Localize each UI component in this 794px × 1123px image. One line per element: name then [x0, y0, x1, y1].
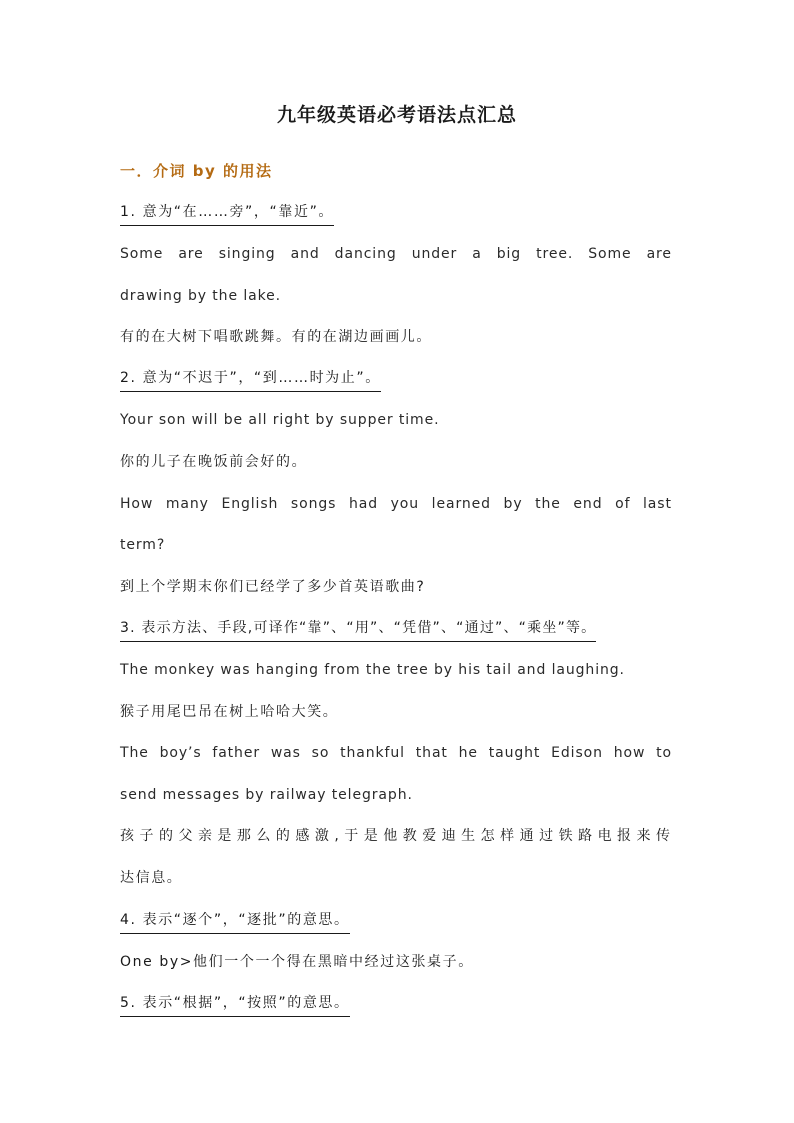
- point-heading-text: 1. 意为“在……旁”，“靠近”。: [120, 202, 334, 226]
- char: 传: [656, 828, 672, 844]
- word: to: [656, 745, 672, 761]
- example-4-zh: 猴子用尾巴吊在树上哈哈大笑。: [120, 704, 339, 720]
- point-heading-5: [120, 993, 350, 1017]
- char: 父: [178, 828, 195, 844]
- word: how: [613, 745, 646, 761]
- char: 电: [597, 828, 614, 844]
- word: taught: [488, 745, 541, 761]
- char: 激: [314, 828, 331, 844]
- char: 亲: [197, 828, 214, 844]
- example-2-en: Your son will be all right by supper time.: [120, 412, 440, 428]
- example-6: One by>他们一个一个得在黑暗中经过这张桌子。: [120, 954, 474, 970]
- char: 通: [519, 828, 536, 844]
- char: 过: [539, 828, 555, 844]
- char: 迪: [441, 828, 458, 844]
- char: 子: [139, 828, 156, 844]
- word: he: [458, 745, 478, 761]
- word: are: [646, 246, 672, 262]
- char: 报: [617, 828, 633, 844]
- example-2-zh: 你的儿子在晚饭前会好的。: [120, 454, 308, 470]
- point-heading-text: 5. 表示“根据”，“按照”的意思。: [120, 993, 350, 1017]
- word: the: [535, 496, 561, 512]
- word: so: [311, 745, 330, 761]
- word: had: [348, 496, 378, 512]
- char: 教: [402, 828, 419, 844]
- char: 来: [636, 828, 653, 844]
- point-heading-text: 4. 表示“逐个”，“逐批”的意思。: [120, 910, 350, 934]
- example-1-zh: 有的在大树下唱歌跳舞。有的在湖边画画儿。: [120, 329, 432, 345]
- word: dancing: [334, 246, 397, 262]
- word: tree.: [536, 246, 574, 262]
- word: songs: [290, 496, 337, 512]
- char: 爱: [422, 828, 438, 844]
- example-1-en-line-2: drawing by the lake.: [120, 288, 281, 304]
- char: 路: [578, 828, 594, 844]
- word: singing: [218, 246, 276, 262]
- char: 他: [383, 828, 399, 844]
- example-4-en: The monkey was hanging from the tree by his tail and laughing.: [120, 662, 625, 678]
- point-heading-2: [120, 368, 381, 392]
- char: 是: [217, 828, 234, 844]
- char: 么: [256, 828, 272, 844]
- word: was: [270, 745, 301, 761]
- word: The: [120, 745, 149, 761]
- example-1-en-line-1: [120, 244, 672, 264]
- word: English: [221, 496, 279, 512]
- word: you: [390, 496, 420, 512]
- word: boy’s: [159, 745, 202, 761]
- char: 是: [363, 828, 380, 844]
- example-5-en-line-1: [120, 743, 672, 763]
- char: 于: [344, 828, 360, 844]
- char: 那: [236, 828, 253, 844]
- word: of: [615, 496, 631, 512]
- char: ,: [334, 828, 341, 844]
- example-5-zh-line-1: [120, 826, 672, 846]
- point-heading-text: 3. 表示方法、手段,可译作“靠”、“用”、“凭借”、“通过”、“乘坐”等。: [120, 618, 596, 642]
- word: thankful: [340, 745, 405, 761]
- word: Some: [120, 246, 164, 262]
- example-5-zh-line-2: 达信息。: [120, 870, 183, 886]
- char: 生: [461, 828, 477, 844]
- char: 怎: [480, 828, 497, 844]
- example-3-zh: 到上个学期末你们已经学了多少首英语歌曲?: [120, 579, 426, 595]
- word: many: [165, 496, 209, 512]
- char: 感: [295, 828, 311, 844]
- char: 孩: [120, 828, 136, 844]
- point-heading-3: [120, 618, 596, 642]
- example-3-en-line-2: term?: [120, 537, 166, 553]
- point-heading-1: [120, 202, 334, 226]
- word: last: [643, 496, 672, 512]
- word: are: [178, 246, 204, 262]
- word: by: [503, 496, 523, 512]
- word: end: [573, 496, 603, 512]
- section-heading: 一．介词 by 的用法: [120, 162, 273, 180]
- word: father: [212, 745, 260, 761]
- point-heading-4: [120, 910, 350, 934]
- word: a: [472, 246, 482, 262]
- point-heading-text: 2. 意为“不迟于”，“到……时为止”。: [120, 368, 381, 392]
- example-3-en-line-1: [120, 494, 672, 514]
- word: How: [120, 496, 154, 512]
- word: under: [411, 246, 458, 262]
- word: big: [496, 246, 522, 262]
- example-5-en-line-2: send messages by railway telegraph.: [120, 787, 413, 803]
- char: 铁: [558, 828, 575, 844]
- document-title: 九年级英语必考语法点汇总: [276, 104, 517, 126]
- word: Some: [588, 246, 632, 262]
- word: Edison: [551, 745, 603, 761]
- word: learned: [431, 496, 491, 512]
- char: 的: [275, 828, 292, 844]
- char: 的: [158, 828, 175, 844]
- word: and: [290, 246, 320, 262]
- word: that: [415, 745, 448, 761]
- char: 样: [500, 828, 516, 844]
